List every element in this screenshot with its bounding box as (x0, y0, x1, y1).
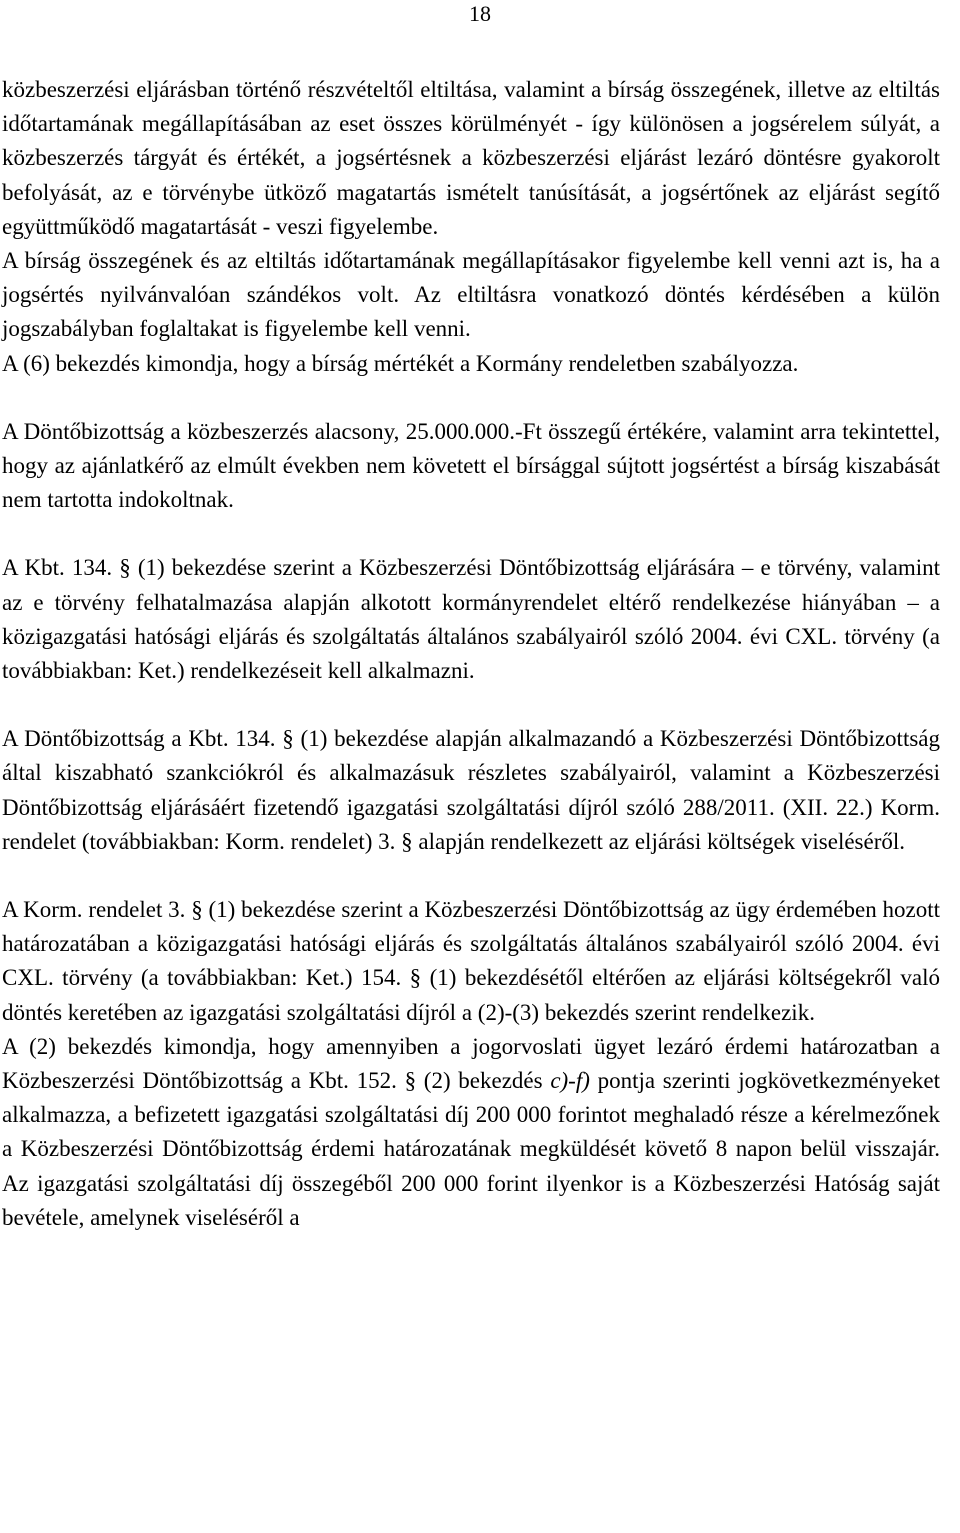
paragraph-spacer (2, 381, 940, 415)
paragraph (2, 1030, 940, 1235)
paragraph: A bírság összegének és az eltiltás időtartamának megállapításakor figyelembe kell venni azt is, ha a jogsértés nyilvánvalóan szándékos volt. Az eltiltásra vonatkozó döntés kérdésében a külön jogszabályban foglaltakat is figyelembe kell venni. (2, 248, 940, 342)
paragraph-spacer (2, 688, 940, 722)
paragraph: A (6) bekezdés kimondja, hogy a bírság mértékét a Kormány rendeletben szabályozza. (2, 350, 799, 376)
paragraph: A Kbt. 134. § (1) bekezdése szerint a Közbeszerzési Döntőbizottság eljárására – e törvény, valamint az e törvény felhatalmazása alapján alkotott kormányrendelet eltérő rendelkezése hiányában – a közigazgatási hatósági eljárás és szolgáltatás általános szabályairól szóló 2004. évi CXL. törvény (a továbbiakban: Ket.) rendelkezéseit kell alkalmazni. (2, 555, 940, 684)
paragraph: közbeszerzési eljárásban történő részvételtől eltiltása, valamint a bírság összegének, illetve az eltiltás időtartamának megállapításában az eset összes körülményét - így különösen a jogsérelem súlyát, a közbeszerzés tárgyát és értékét, a jogsértésnek a közbeszerzési eljárást lezáró döntésre gyakorolt befolyását, az e törvénybe ütköző magatartás ismételt tanúsítását, a jogsértőnek az eljárást segítő együttműködő magatartását - veszi figyelembe. (2, 77, 940, 239)
document-body (2, 73, 940, 1235)
page-number: 18 (469, 1, 491, 26)
paragraph-spacer (2, 859, 940, 893)
paragraph-text-italic: c)-f) (550, 1068, 590, 1094)
paragraph-text: pontja szerinti jogkövetkezményeket alkalmazza, a befizetett igazgatási szolgáltatási díj 200 000 forintot meghaladó része a kérelmezőnek a Közbeszerzési Döntőbizottság érdemi határozatának megküldését követő 8 napon belül visszajár. Az igazgatási szolgáltatási díj összegéből 200 000 forint ilyenkor is a Közbeszerzési Hatóság saját bevétele, amelynek viseléséről a (2, 1068, 941, 1230)
paragraph: A Döntőbizottság a Kbt. 134. § (1) bekezdése alapján alkalmazandó a Közbeszerzési Döntőbizottság által kiszabható szankciókról és alkalmazásuk részletes szabályairól, valamint a Közbeszerzési Döntőbizottság eljárásáért fizetendő igazgatási szolgáltatási díjról szóló 288/2011. (XII. 22.) Korm. rendelet (továbbiakban: Korm. rendelet) 3. § alapján rendelkezett az eljárási költségek viseléséről. (2, 726, 940, 854)
paragraph-spacer (2, 517, 940, 551)
paragraph: A Korm. rendelet 3. § (1) bekezdése szerint a Közbeszerzési Döntőbizottság az ügy érdemében hozott határozatában a közigazgatási hatósági eljárás és szolgáltatás általános szabályairól szóló 2004. évi CXL. törvény (a továbbiakban: Ket.) 154. § (1) bekezdésétől eltérően az eljárási költségekről való döntés keretében az igazgatási szolgáltatási díjról a (2)-(3) bekezdés szerint rendelkezik. (2, 897, 940, 1025)
paragraph-text: A (2) bekezdés kimondja, hogy amennyiben a jogorvoslati ügyet lezáró érdemi határozatban a Közbeszerzési Döntőbizottság a Kbt. 152. § (2) bekezdés (2, 1033, 940, 1094)
paragraph: A Döntőbizottság a közbeszerzés alacsony, 25.000.000.-Ft összegű értékére, valamint arra tekintettel, hogy az ajánlatkérő az elmúlt években nem követett el bírsággal sújtott jogsértést a bírság kiszabását nem tartotta indokoltnak. (2, 418, 940, 513)
